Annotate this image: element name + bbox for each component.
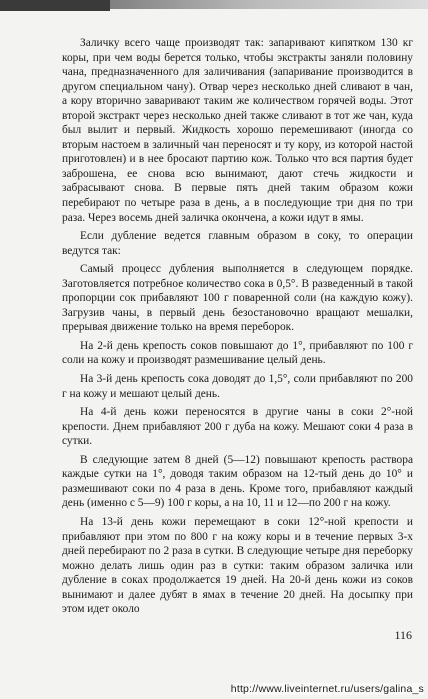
paragraph-7: В следующие затем 8 дней (5—12) повышают крепость раствора каждые сутки на 1°, доводя таким образом на 12-тый день до 10° и размешивают соки по 4 раза в день. Кроме того, прибавляют каждый день (именно с 5—9) 100 г коры, а на 10, 11 и 12—по 200 г на кожу. xyxy=(62,453,413,510)
source-url-link[interactable]: http://www.liveinternet.ru/users/galina_s xyxy=(230,683,424,695)
page-text xyxy=(62,36,413,617)
page-number: 116 xyxy=(394,628,412,642)
paragraph-8: На 13-й день кожи перемещают в соки 12°-ной крепости и прибавляют при этом по 800 г на кожу коры и в течение первых 3-х дней перебирают по 2 раза в сутки. В следующие четыре дня переборку можно делать лишь один раз в сутки: таким образом заличка или дубление в соках продолжается 19 дней. На 20-й день кожи из соков вынимают и далее дубят в ямах в течение 20 дней. На досыпку при этом идет около xyxy=(62,515,413,616)
paragraph-5: На 3-й день крепость сока доводят до 1,5°, соли прибавляют по 200 г на кожу и мешают целый день. xyxy=(62,373,413,400)
paragraph-3: Самый процесс дубления выполняется в следующем порядке. Заготовляется потребное количество сока в 0,5°. В разведенный в такой пропорции сок прибавляют 100 г поваренной соли (на каждую кожу). Загрузив чаны, в первый день безостановочно вращают мешалки, прерывая движение только на время переборок. xyxy=(62,263,413,334)
paragraph-2: Если дубление ведется главным образом в соку, то операции ведутся так: xyxy=(62,230,413,257)
scan-top-edge-dark xyxy=(0,0,110,11)
paragraph-4: На 2-й день крепость соков повышают до 1°, прибавляют по 100 г соли на кожу и производят размешивание целый день. xyxy=(62,339,413,367)
paragraph-1: Заличку всего чаще производят так: запаривают кипятком 130 кг коры, при чем воды берется только, чтобы экстракты заняли половину чана, предназначенного для заличивания (запаривание производится в другом специальном чану). Отвар через несколько дней сливают в чан, а кору вторично заваривают таким же количеством горячей воды. Этот второй экстракт через несколько дней также сливают в тот же чан, куда был вылит и первый. Жидкость хорошо перемешивают (иногда со вторым настоем в заличный чан переносят и ту кору, из которой настой приготовлен) и в нее бросают партию кож. Только что вся партия будет заброшена, ее снова всю вынимают, дают стечь жидкости и забрасывают снова. В первые пять дней таким образом кожи перебирают по четыре раза в день, а в последующие три дня по три раза. Через восемь дней заличка окончена, а кожи идут в ямы. xyxy=(62,37,413,224)
paragraph-6: На 4-й день кожи переносятся в другие чаны в соки 2°-ной крепости. Днем прибавляют 200 г дуба на кожу. Мешают соки 4 раза в сутки. xyxy=(62,406,413,448)
